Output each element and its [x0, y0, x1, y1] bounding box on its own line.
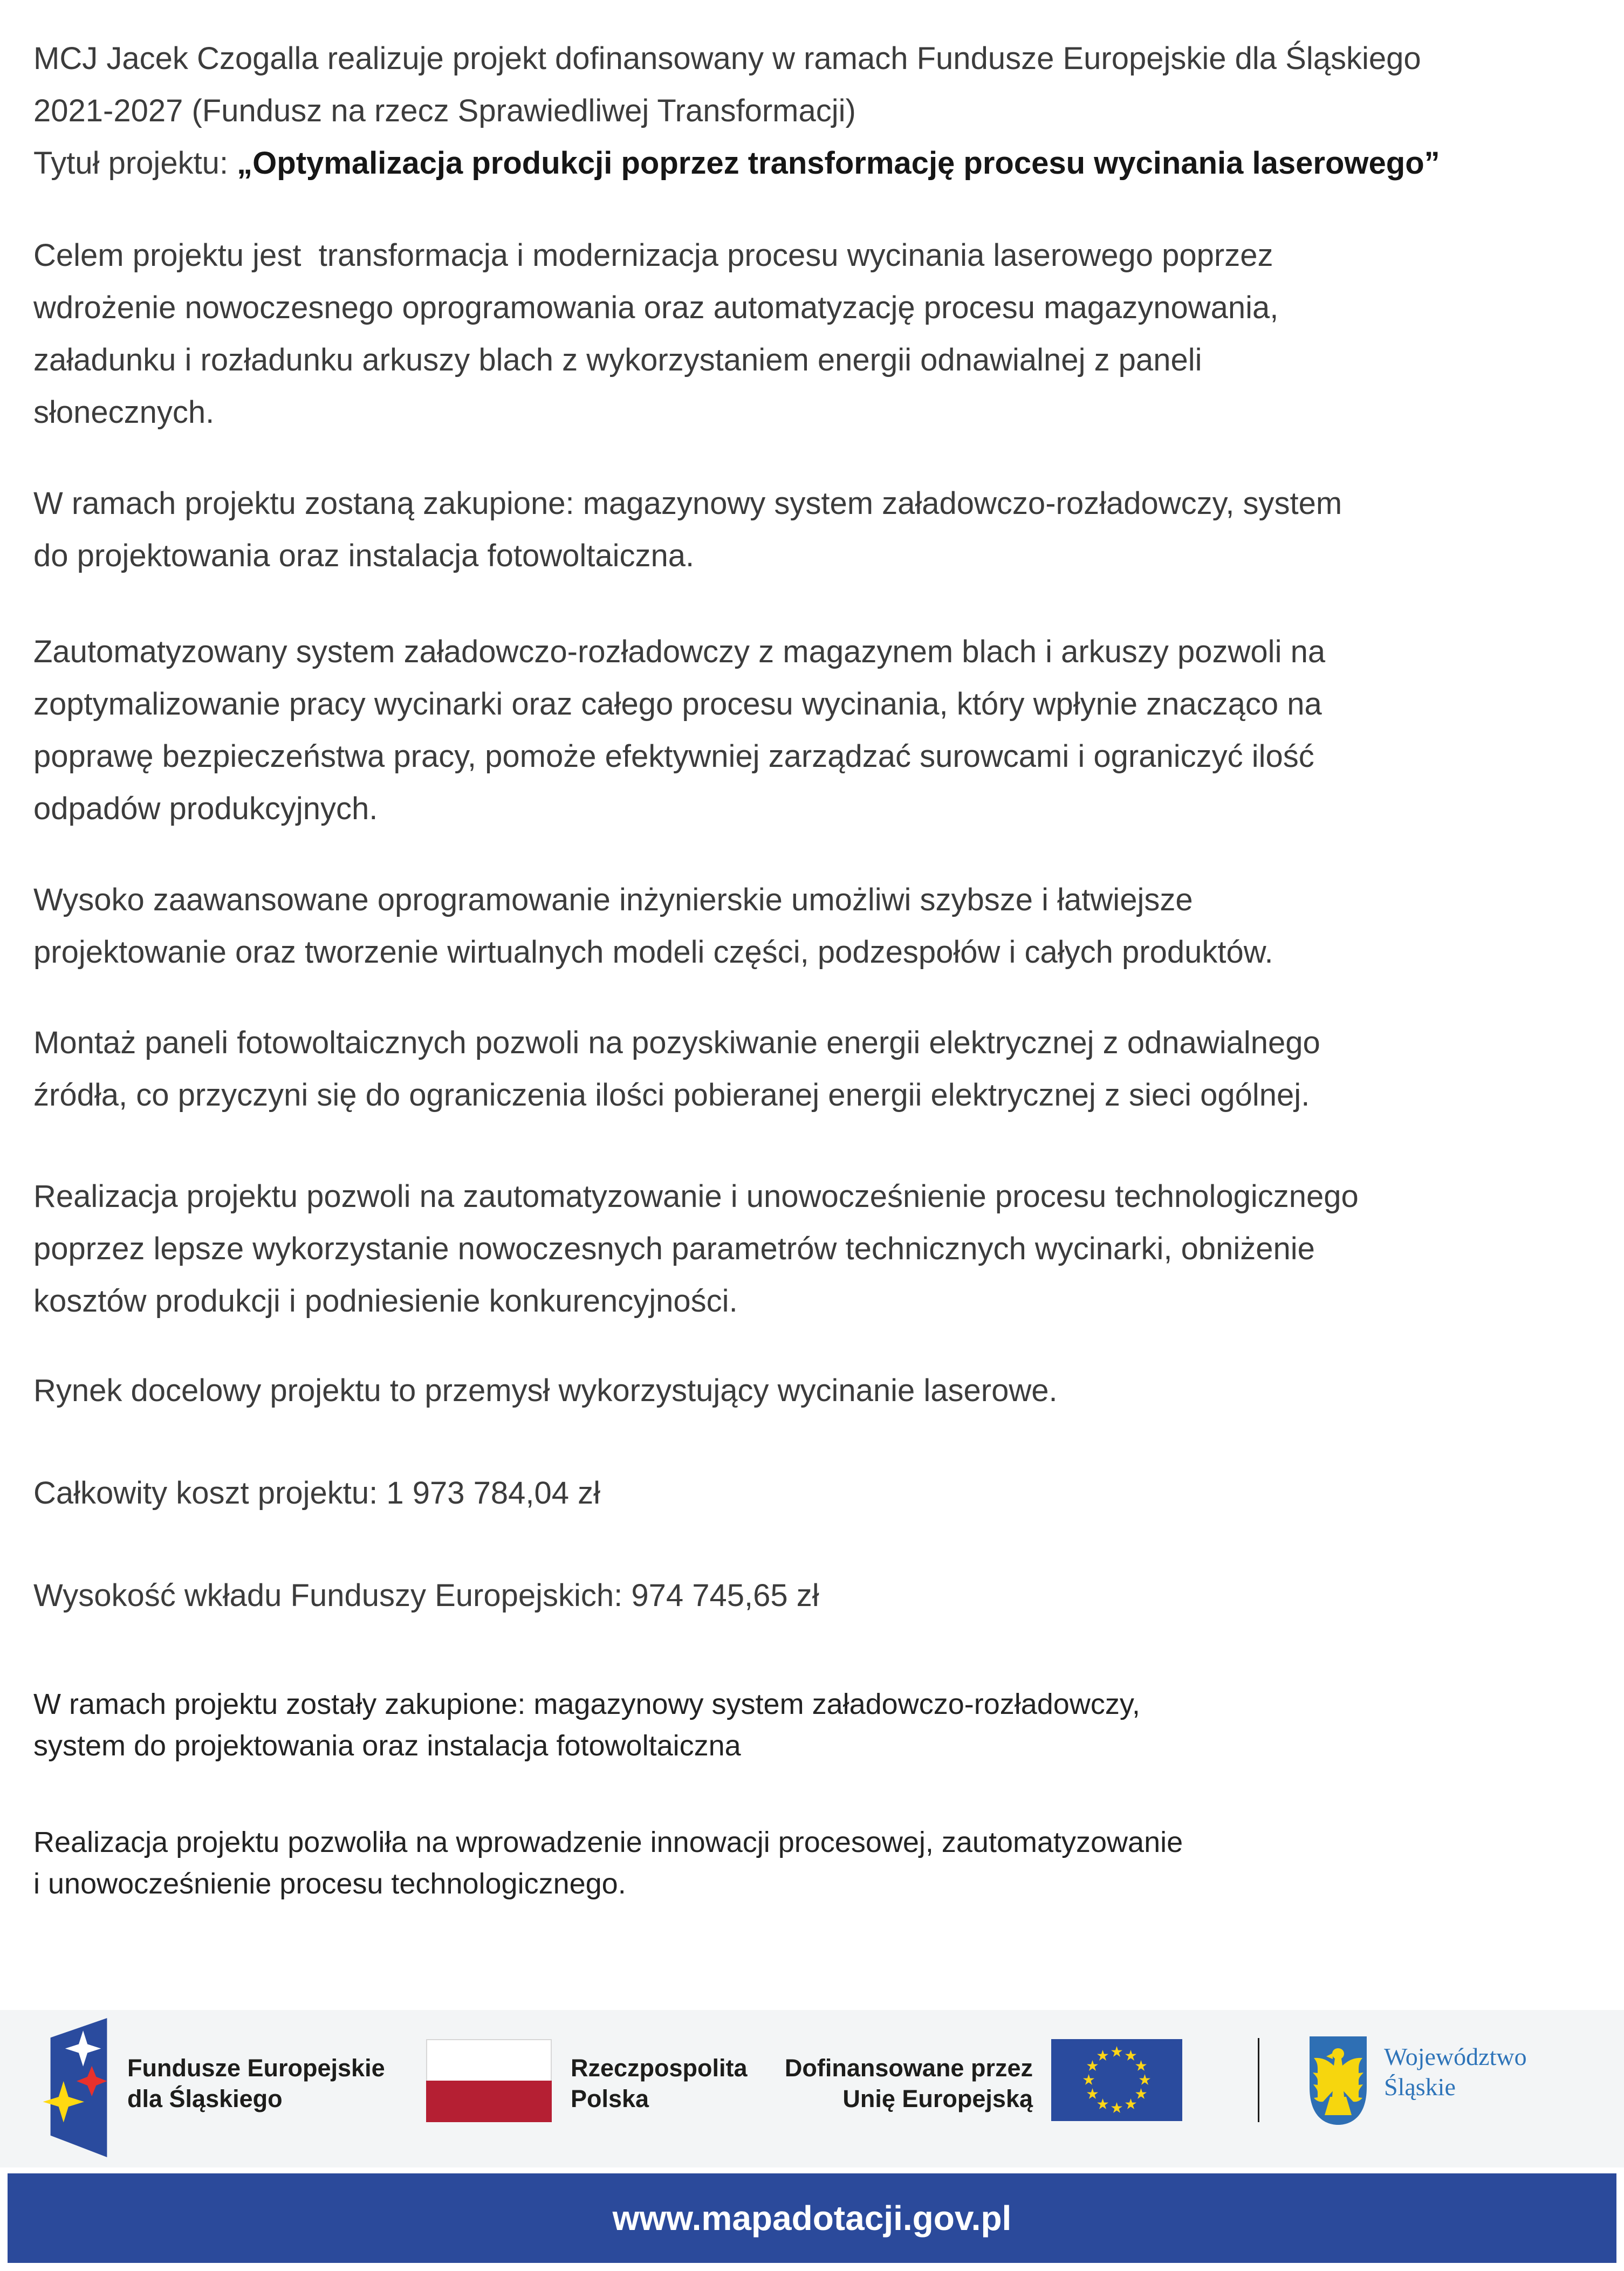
paragraph-software: [33, 874, 1273, 978]
text-line: Celem projektu jest transformacja i modernizacja procesu wycinania laserowego poprzez: [33, 238, 1273, 273]
project-title: „Optymalizacja produkcji poprzez transformację procesu wycinania laserowego”: [237, 146, 1440, 181]
eu-cofunding-label: Dofinansowane przez Unię Europejską: [784, 2054, 1033, 2112]
text-line: system do projektowania oraz instalacja fotowoltaiczna: [33, 1730, 741, 1762]
eu-funds-label: Fundusze Europejskie dla Śląskiego: [127, 2054, 385, 2112]
text-line: załadunku i rozładunku arkuszy blach z wykorzystaniem energii odnawialnej z paneli: [33, 342, 1202, 378]
intro-line-2: 2021-2027 (Fundusz na rzecz Sprawiedliwej Transformacji): [33, 93, 856, 128]
text-line: poprawę bezpieczeństwa pracy, pomoże efektywniej zarządzać surowcami i ograniczyć ilość: [33, 739, 1314, 774]
eu-contribution-value: Wysokość wkładu Funduszy Europejskich: 974 745,65 zł: [33, 1578, 819, 1613]
text-line: projektowanie oraz tworzenie wirtualnych modeli części, podzespołów i całych produktów.: [33, 935, 1273, 970]
text-line: Zautomatyzowany system załadowczo-rozładowczy z magazynem blach i arkuszy pozwoli na: [33, 634, 1326, 669]
poland-flag-icon: [426, 2039, 552, 2122]
eu-funds-flag-icon: [46, 2018, 111, 2157]
text-line: odpadów produkcyjnych.: [33, 791, 378, 826]
paragraph-target-market: [33, 1364, 1058, 1417]
paragraph-goal: [33, 229, 1278, 438]
paragraph-purchases: [33, 477, 1342, 582]
text-line: Realizacja projektu pozwoli na zautomatyzowanie i unowocześnienie procesu technologicznego: [33, 1179, 1359, 1214]
text-line: W ramach projektu zostały zakupione: magazynowy system załadowczo-rozładowczy,: [33, 1688, 1140, 1720]
text-line: słonecznych.: [33, 395, 215, 430]
paragraph-result: [33, 1822, 1183, 1905]
text-line: Montaż paneli fotowoltaicznych pozwoli na pozyskiwanie energii elektrycznej z odnawialnego: [33, 1025, 1320, 1060]
project-title-line: [33, 137, 1440, 189]
paragraph-photovoltaics: [33, 1017, 1320, 1121]
paragraph-purchased: [33, 1684, 1140, 1767]
text-line: W ramach projektu zostaną zakupione: magazynowy system załadowczo-rozładowczy, system: [33, 486, 1342, 521]
site-url-link[interactable]: www.mapadotacji.gov.pl: [612, 2199, 1012, 2238]
poland-label: Rzeczpospolita Polska: [571, 2054, 748, 2112]
text-line: Wysoko zaawansowane oprogramowanie inżynierskie umożliwi szybsze i łatwiejsze: [33, 882, 1193, 917]
silesia-coat-of-arms-icon: [1310, 2036, 1367, 2125]
text-line: poprzez lepsze wykorzystanie nowoczesnych parametrów technicznych wycinarki, obniżenie: [33, 1231, 1315, 1266]
project-title-label: Tytuł projektu:: [33, 146, 237, 181]
text-line: Realizacja projektu pozwoliła na wprowadzenie innowacji procesowej, zautomatyzowanie: [33, 1826, 1183, 1858]
text-line: Rynek docelowy projektu to przemysł wykorzystujący wycinanie laserowe.: [33, 1373, 1058, 1408]
paragraph-eu-contribution: [33, 1569, 819, 1622]
bottom-bar: [8, 2173, 1616, 2263]
poland-flag-white-stripe: [426, 2039, 552, 2081]
intro-line-1: MCJ Jacek Czogalla realizuje projekt dofinansowany w ramach Fundusze Europejskie dla Śląskiego: [33, 41, 1421, 76]
footer-divider: [1258, 2038, 1259, 2122]
text-line: do projektowania oraz instalacja fotowoltaiczna.: [33, 538, 695, 573]
paragraph-total-cost: [33, 1467, 600, 1519]
intro-paragraph: [33, 32, 1440, 189]
silesia-label: Województwo Śląskie: [1384, 2043, 1527, 2101]
eu-flag-icon: [1051, 2039, 1182, 2121]
text-line: i unowocześnienie procesu technologicznego.: [33, 1868, 626, 1900]
paragraph-realization: [33, 1170, 1359, 1327]
text-line: zoptymalizowanie pracy wycinarki oraz całego procesu wycinania, który wpłynie znacząco na: [33, 687, 1322, 722]
text-line: kosztów produkcji i podniesienie konkurencyjności.: [33, 1284, 738, 1319]
paragraph-automated-system: [33, 626, 1325, 835]
text-line: wdrożenie nowoczesnego oprogramowania oraz automatyzację procesu magazynowania,: [33, 290, 1279, 325]
total-cost-value: Całkowity koszt projektu: 1 973 784,04 zł: [33, 1476, 600, 1511]
poland-flag-red-stripe: [426, 2081, 552, 2122]
text-line: źródła, co przyczyni się do ograniczenia ilości pobieranej energii elektrycznej z sieci ogólnej.: [33, 1078, 1310, 1113]
